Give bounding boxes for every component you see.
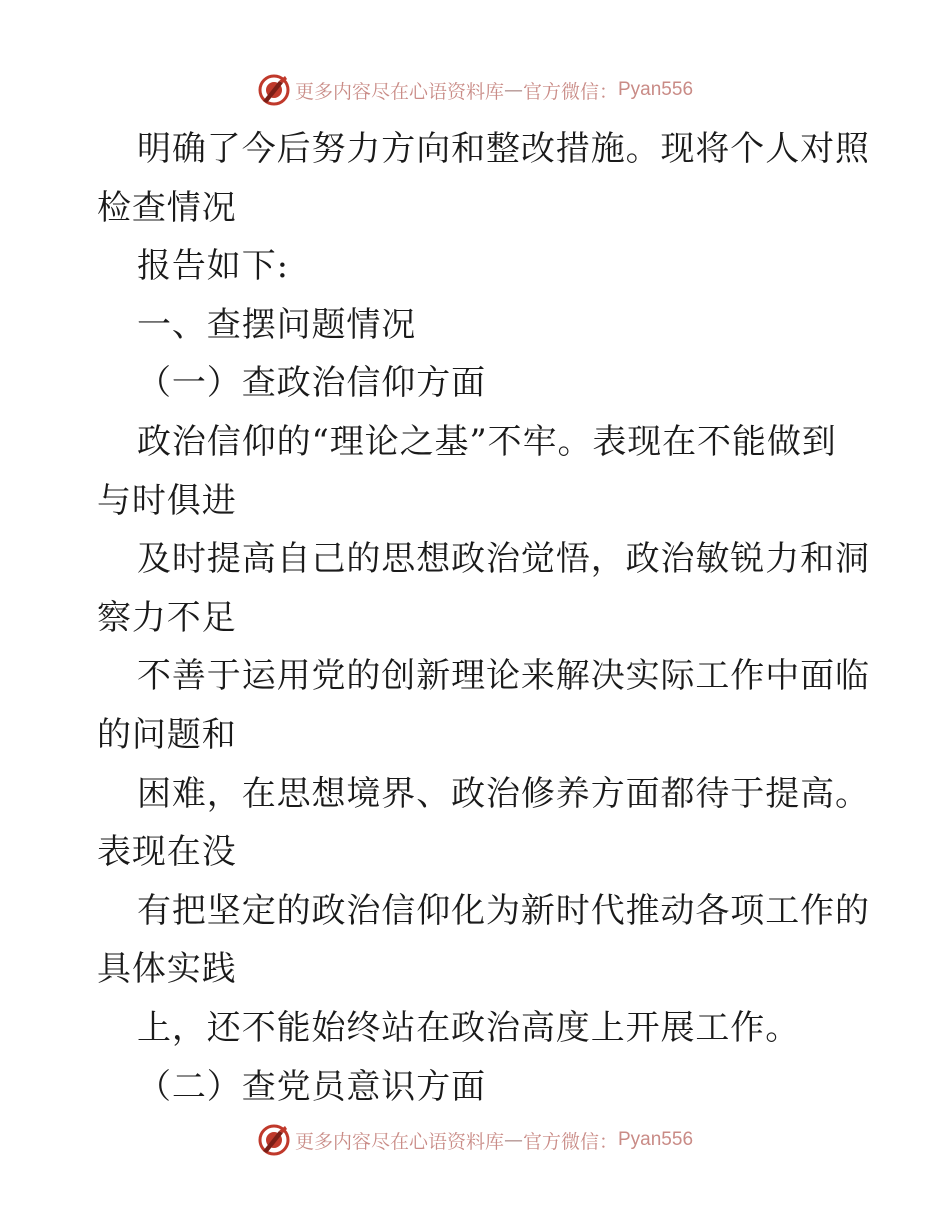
paragraph-line: 明确了今后努力方向和整改措施。现将个人对照 <box>137 129 870 169</box>
footer-banner-content <box>257 1123 693 1157</box>
wechat-id: Pyan556 <box>618 79 694 100</box>
wechat-id: Pyan556 <box>618 1129 694 1150</box>
header-banner <box>0 70 950 110</box>
paragraph-line: 不善于运用党的创新理论来解决实际工作中面临 <box>137 656 870 697</box>
paragraph-line: 困难，在思想境界、政治修养方面都待于提高。 <box>137 773 870 814</box>
paragraph-line: 表现在没 <box>97 832 237 873</box>
document-body <box>97 120 870 1116</box>
paragraph-line: 报告如下: <box>137 246 289 287</box>
paragraph-line: 具体实践 <box>97 949 237 990</box>
paragraph-line: 上，还不能始终站在政治高度上开展工作。 <box>137 1007 801 1048</box>
section-heading: 一、查摆问题情况 <box>137 304 417 345</box>
subsection-heading: （一）查政治信仰方面 <box>137 363 486 404</box>
wechat-label: 官方微信： <box>522 80 618 103</box>
wechat-label: 官方微信： <box>522 1130 618 1153</box>
paragraph-line: 及时提高自己的思想政治觉悟，政治敏锐力和洞 <box>137 539 870 580</box>
paragraph-line: 检查情况 <box>97 187 237 228</box>
subsection-heading: （二）查党员意识方面 <box>137 1066 486 1107</box>
banner-dash: — <box>503 1129 523 1151</box>
paragraph-line: 的问题和 <box>97 714 237 755</box>
paragraph-line: 与时俱进 <box>97 480 237 521</box>
header-banner-content <box>257 73 693 107</box>
footer-banner <box>0 1120 950 1160</box>
brand-logo-icon <box>257 1123 291 1157</box>
site-name-text: 更多内容尽在心语资料库 <box>294 80 504 103</box>
banner-dash: — <box>503 79 523 101</box>
paragraph-line: 有把坚定的政治信仰化为新时代推动各项工作的 <box>137 890 870 931</box>
site-name-text: 更多内容尽在心语资料库 <box>294 1130 504 1153</box>
paragraph-line: 察力不足 <box>97 597 237 638</box>
paragraph-line: 政治信仰的“理论之基”不牢。表现在不能做到 <box>137 421 837 462</box>
brand-logo-icon <box>257 73 291 107</box>
